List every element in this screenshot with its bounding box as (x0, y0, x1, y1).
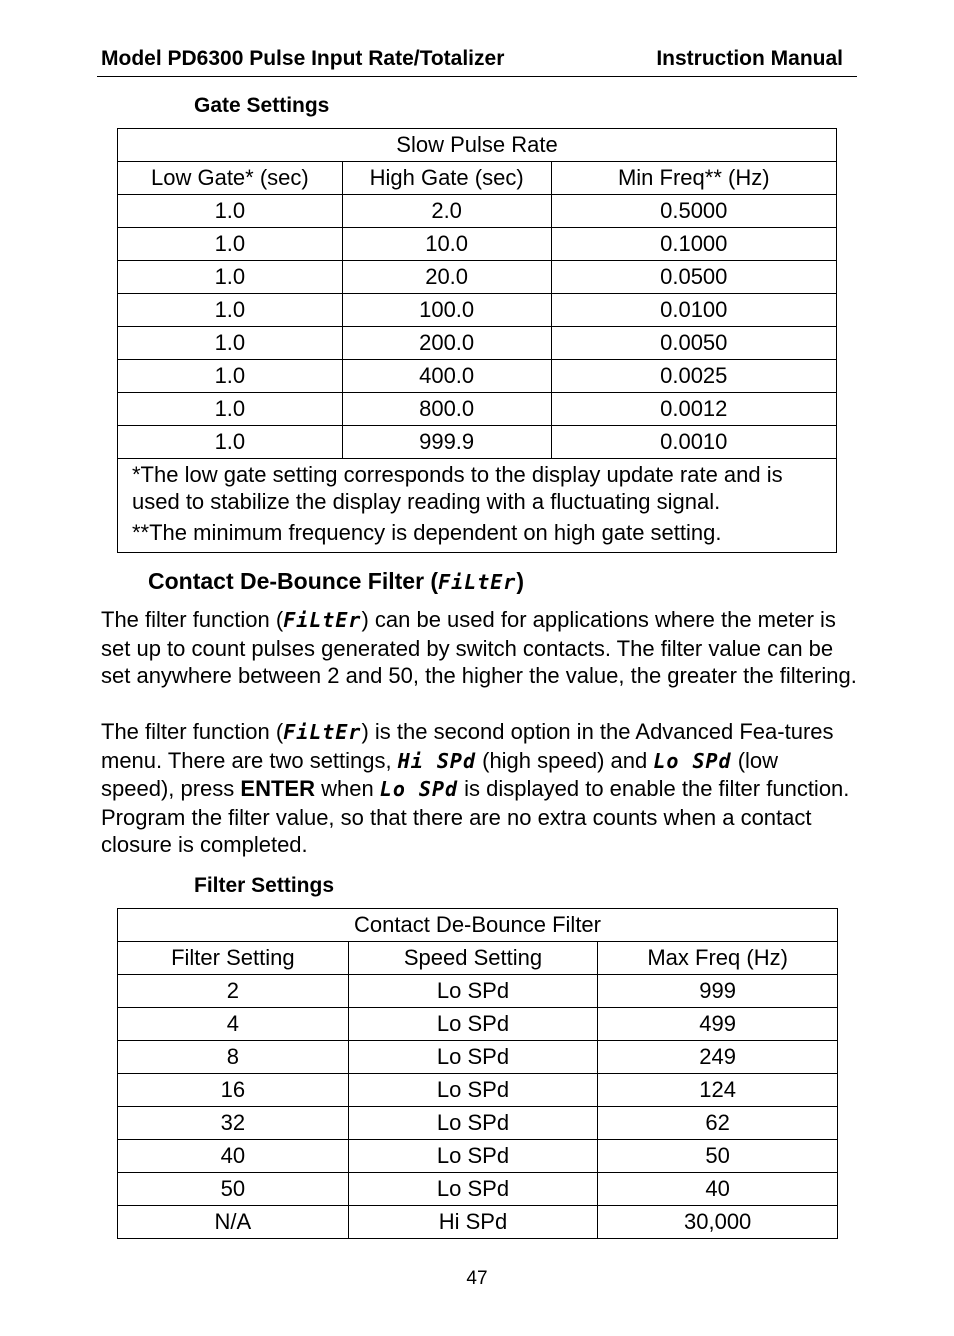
header-model-title: Model PD6300 Pulse Input Rate/Totalizer (101, 47, 505, 70)
table-row (118, 1008, 838, 1041)
segment-display-filter-label: FiLtEr (438, 570, 517, 594)
text-run: is displayed to enable the filter function. Program the filter value, so that there are no extra counts when a contact closure is completed. (101, 776, 850, 857)
table-cell: 1.0 (118, 195, 343, 228)
table-row (118, 261, 837, 294)
text-run: The filter function ( (101, 607, 284, 632)
table-cell: 999.9 (342, 426, 551, 459)
text-run: (low speed), press (101, 747, 779, 801)
filter-table-title: Contact De-Bounce Filter (118, 909, 838, 942)
text-run: when (314, 776, 380, 801)
page-number: 47 (466, 1268, 488, 1289)
paragraph-filter-intro (101, 606, 857, 690)
table-row (118, 1173, 838, 1206)
table-row (118, 294, 837, 327)
section-heading-prefix: Contact De-Bounce Filter ( (148, 568, 439, 594)
table-row (118, 1206, 838, 1239)
table-row (118, 975, 838, 1008)
column-header: Low Gate* (sec) (118, 162, 343, 195)
table-header-row (118, 162, 837, 195)
table-cell: Lo SPd (348, 1074, 598, 1107)
table-cell: 1.0 (118, 294, 343, 327)
table-cell: Lo SPd (348, 1173, 598, 1206)
page-header (97, 44, 857, 77)
table-cell: 1.0 (118, 261, 343, 294)
table-cell: 1.0 (118, 360, 343, 393)
table-cell: 50 (598, 1140, 838, 1173)
column-header: Min Freq** (Hz) (551, 162, 836, 195)
table-row (118, 327, 837, 360)
segment-display-lo-spd: Lo SPd (653, 748, 732, 773)
table-cell: Lo SPd (348, 1107, 598, 1140)
filter-settings-caption: Filter Settings (194, 874, 335, 897)
text-run: The filter function ( (101, 719, 284, 744)
table-cell: 2.0 (342, 195, 551, 228)
table-cell: 40 (598, 1173, 838, 1206)
text-run: ) is the second option in the Advanced Fea-tures menu. There are two settings, (101, 719, 834, 773)
table-row (118, 1107, 838, 1140)
table-cell: 400.0 (342, 360, 551, 393)
table-cell: 30,000 (598, 1206, 838, 1239)
column-header: Filter Setting (118, 942, 349, 975)
table-row (118, 1041, 838, 1074)
table-cell: Lo SPd (348, 1140, 598, 1173)
segment-display-lo-spd: Lo SPd (379, 777, 459, 801)
paragraph-filter-usage (101, 718, 857, 859)
table-cell: 0.0010 (551, 426, 836, 459)
table-cell: 8 (118, 1041, 349, 1074)
table-cell: 1.0 (118, 393, 343, 426)
table-cell: 62 (598, 1107, 838, 1140)
section-heading (148, 568, 524, 595)
table-cell: 16 (118, 1074, 349, 1107)
table-cell: 124 (598, 1074, 838, 1107)
table-cell: Lo SPd (348, 1041, 598, 1074)
table-cell: 1.0 (118, 426, 343, 459)
table-note-row (118, 459, 837, 553)
table-cell: 2 (118, 975, 349, 1008)
footnote-low-gate: *The low gate setting corresponds to the display update rate and is used to stabilize the display reading with a fluctuating signal. (132, 462, 783, 514)
table-cell: 0.1000 (551, 228, 836, 261)
enter-key-label: ENTER (240, 776, 315, 801)
table-cell: Lo SPd (348, 975, 598, 1008)
table-cell: 0.0050 (551, 327, 836, 360)
table-row (118, 1140, 838, 1173)
table-cell: 50 (118, 1173, 349, 1206)
table-cell: 200.0 (342, 327, 551, 360)
table-cell: Hi SPd (348, 1206, 598, 1239)
table-cell: 1.0 (118, 228, 343, 261)
table-cell: 10.0 (342, 228, 551, 261)
gate-settings-caption: Gate Settings (194, 94, 330, 117)
table-cell: 1.0 (118, 327, 343, 360)
segment-display-hi-spd: Hi SPd (397, 748, 476, 773)
gate-table-title: Slow Pulse Rate (118, 129, 837, 162)
text-run: (high speed) and (476, 747, 654, 773)
column-header: Speed Setting (348, 942, 598, 975)
table-cell: 999 (598, 975, 838, 1008)
table-row (118, 393, 837, 426)
table-cell: 249 (598, 1041, 838, 1074)
column-header: High Gate (sec) (342, 162, 551, 195)
table-cell: N/A (118, 1206, 349, 1239)
filter-settings-table (117, 908, 838, 1239)
table-title-row (118, 129, 837, 162)
table-cell: 0.5000 (551, 195, 836, 228)
gate-settings-table (117, 128, 837, 553)
column-header: Max Freq (Hz) (598, 942, 838, 975)
text-run: ) can be used for applications where the meter is set up to count pulses generated by switch contacts. The filter value can be set anywhere between 2 and 50, the higher the value, the greater the filtering. (101, 607, 857, 688)
table-row (118, 426, 837, 459)
table-cell: 4 (118, 1008, 349, 1041)
table-row (118, 228, 837, 261)
footnote-min-freq: **The minimum frequency is dependent on high gate setting. (132, 520, 722, 545)
table-cell: 800.0 (342, 393, 551, 426)
table-cell: 499 (598, 1008, 838, 1041)
table-row (118, 1074, 838, 1107)
segment-display-filter-label: FiLtEr (283, 720, 362, 744)
table-cell: 32 (118, 1107, 349, 1140)
table-footnotes (118, 459, 837, 553)
table-row (118, 195, 837, 228)
table-cell: 0.0012 (551, 393, 836, 426)
header-manual-title: Instruction Manual (656, 47, 843, 70)
table-cell: 20.0 (342, 261, 551, 294)
table-cell: Lo SPd (348, 1008, 598, 1041)
table-cell: 100.0 (342, 294, 551, 327)
table-header-row (118, 942, 838, 975)
table-cell: 0.0500 (551, 261, 836, 294)
table-row (118, 360, 837, 393)
table-cell: 0.0100 (551, 294, 836, 327)
table-title-row (118, 909, 838, 942)
segment-display-filter-label: FiLtEr (283, 608, 362, 632)
table-cell: 40 (118, 1140, 349, 1173)
section-heading-suffix: ) (516, 568, 524, 594)
table-cell: 0.0025 (551, 360, 836, 393)
